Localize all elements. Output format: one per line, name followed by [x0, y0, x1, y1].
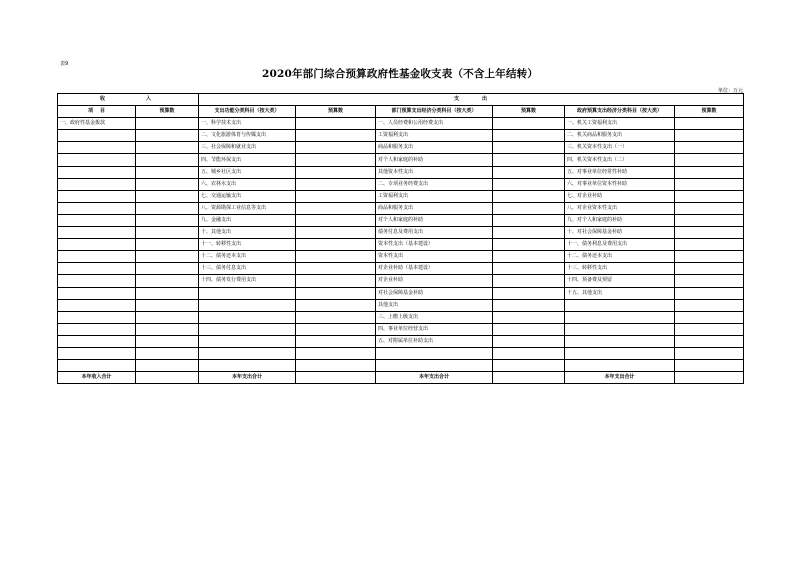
column-header: 项 目	[58, 106, 136, 118]
table-cell	[136, 214, 199, 226]
table-cell: 九、金融支出	[199, 214, 296, 226]
table-cell	[58, 239, 136, 251]
table-cell	[493, 190, 565, 202]
table-cell	[376, 347, 493, 359]
table-cell	[58, 347, 136, 359]
table-cell	[136, 166, 199, 178]
table-cell	[493, 118, 565, 130]
table-cell	[493, 263, 565, 275]
table-cell	[58, 287, 136, 299]
table-cell: 其他支出	[376, 299, 493, 311]
table-cell: 一、政府性基金拨款	[58, 118, 136, 130]
table-cell	[58, 275, 136, 287]
table-cell: 商品和服务支出	[376, 202, 493, 214]
table-cell	[376, 360, 493, 372]
unit-label: 单位：万元	[717, 88, 743, 94]
table-cell	[58, 202, 136, 214]
table-cell	[565, 347, 675, 359]
table-cell	[296, 251, 376, 263]
column-header: 部门预算支出经济分类科目（按大类）	[376, 106, 493, 118]
table-cell	[199, 323, 296, 335]
total-cell: 本年支出合计	[565, 372, 675, 384]
table-cell: 其他资本性支出	[376, 166, 493, 178]
total-cell: 本年支出合计	[376, 372, 493, 384]
header-row-columns	[58, 106, 744, 118]
table-cell	[296, 299, 376, 311]
table-cell: 工资福利支出	[376, 130, 493, 142]
column-header: 政府预算支出经济分类科目（按大类）	[565, 106, 675, 118]
table-cell	[296, 311, 376, 323]
table-cell	[296, 335, 376, 347]
table-cell: 十二、债务还本支出	[565, 251, 675, 263]
table-cell	[675, 154, 744, 166]
table-cell: 十三、转移性支出	[565, 263, 675, 275]
table-cell	[675, 130, 744, 142]
table-cell: 二、文化旅游体育与传媒支出	[199, 130, 296, 142]
table-cell: 五、对事业单位经常性补助	[565, 166, 675, 178]
total-cell	[493, 372, 565, 384]
table-cell: 十三、债务付息支出	[199, 263, 296, 275]
table-cell	[493, 299, 565, 311]
header-row-group	[58, 94, 744, 106]
total-row	[58, 372, 744, 384]
table-cell	[58, 130, 136, 142]
table-cell	[58, 190, 136, 202]
table-cell	[58, 178, 136, 190]
table-cell	[136, 251, 199, 263]
table-cell	[58, 154, 136, 166]
table-cell	[199, 360, 296, 372]
table-cell	[675, 263, 744, 275]
table-cell	[136, 311, 199, 323]
table-cell	[58, 323, 136, 335]
table-cell	[136, 287, 199, 299]
table-cell	[565, 311, 675, 323]
table-cell: 六、对事业单位资本性补助	[565, 178, 675, 190]
table-cell	[296, 239, 376, 251]
table-cell	[58, 214, 136, 226]
budget-table	[57, 93, 744, 384]
table-row	[58, 275, 744, 287]
table-cell	[675, 214, 744, 226]
table-cell: 十五、其他支出	[565, 287, 675, 299]
table-cell	[296, 227, 376, 239]
table-cell	[493, 251, 565, 263]
table-cell: 对个人和家庭的补助	[376, 154, 493, 166]
table-cell	[675, 311, 744, 323]
table-cell	[296, 130, 376, 142]
table-cell	[58, 311, 136, 323]
table-cell	[675, 299, 744, 311]
table-cell	[136, 178, 199, 190]
total-cell	[675, 372, 744, 384]
table-cell	[675, 275, 744, 287]
table-cell: 四、事业单位经营支出	[376, 323, 493, 335]
table-cell	[136, 275, 199, 287]
table-row	[58, 166, 744, 178]
table-cell	[296, 263, 376, 275]
total-cell: 本年收入合计	[58, 372, 136, 384]
table-row	[58, 287, 744, 299]
table-row	[58, 227, 744, 239]
table-cell	[565, 360, 675, 372]
total-cell	[136, 372, 199, 384]
table-row	[58, 299, 744, 311]
table-cell	[675, 335, 744, 347]
table-cell	[296, 323, 376, 335]
table-cell: 一、机关工资福利支出	[565, 118, 675, 130]
total-cell	[296, 372, 376, 384]
table-cell: 资本性支出	[376, 251, 493, 263]
table-cell	[493, 335, 565, 347]
table-cell	[675, 166, 744, 178]
table-cell	[675, 239, 744, 251]
table-cell	[493, 154, 565, 166]
table-cell: 对企业补助	[376, 275, 493, 287]
table-cell	[199, 287, 296, 299]
table-cell	[296, 154, 376, 166]
table-cell: 八、资源勘探工业信息等支出	[199, 202, 296, 214]
table-cell	[136, 263, 199, 275]
table-cell	[296, 166, 376, 178]
table-cell	[136, 323, 199, 335]
table-cell	[136, 154, 199, 166]
table-cell: 十二、债务还本支出	[199, 251, 296, 263]
table-row	[58, 178, 744, 190]
table-cell: 三、上缴上级支出	[376, 311, 493, 323]
table-cell	[136, 299, 199, 311]
table-cell: 十、其他支出	[199, 227, 296, 239]
table-row	[58, 360, 744, 372]
table-cell	[493, 130, 565, 142]
table-cell: 商品和服务支出	[376, 142, 493, 154]
column-header: 预算数	[136, 106, 199, 118]
table-cell: 五、对附属单位补助支出	[376, 335, 493, 347]
table-cell	[58, 142, 136, 154]
table-row	[58, 251, 744, 263]
table-cell	[493, 214, 565, 226]
table-row	[58, 142, 744, 154]
total-cell: 本年支出合计	[199, 372, 296, 384]
table-cell: 一、人员经费和公用经费支出	[376, 118, 493, 130]
table-row	[58, 347, 744, 359]
table-row	[58, 214, 744, 226]
table-cell	[675, 178, 744, 190]
table-cell	[58, 299, 136, 311]
table-cell	[136, 227, 199, 239]
table-cell	[136, 142, 199, 154]
table-row	[58, 335, 744, 347]
table-cell	[675, 118, 744, 130]
table-cell: 六、农林水支出	[199, 178, 296, 190]
table-cell: 四、机关资本性支出（二）	[565, 154, 675, 166]
table-cell	[675, 142, 744, 154]
table-cell: 对个人和家庭的补助	[376, 214, 493, 226]
table-cell	[199, 335, 296, 347]
table-cell: 对企业补助（基本建设）	[376, 263, 493, 275]
table-cell	[493, 275, 565, 287]
table-cell	[296, 178, 376, 190]
table-cell	[675, 202, 744, 214]
table-cell	[565, 323, 675, 335]
table-cell	[493, 347, 565, 359]
table-cell	[493, 323, 565, 335]
table-cell: 三、机关资本性支出（一）	[565, 142, 675, 154]
table-row	[58, 154, 744, 166]
column-header: 预算数	[493, 106, 565, 118]
table-cell	[136, 190, 199, 202]
table-row	[58, 202, 744, 214]
table-cell	[493, 178, 565, 190]
table-cell: 七、对企业补助	[565, 190, 675, 202]
income-group-header	[58, 94, 199, 106]
table-cell	[136, 335, 199, 347]
table-cell	[675, 227, 744, 239]
table-cell	[565, 299, 675, 311]
table-cell	[675, 360, 744, 372]
table-cell	[675, 251, 744, 263]
table-cell	[296, 214, 376, 226]
table-cell	[136, 360, 199, 372]
table-cell: 八、对企业资本性支出	[565, 202, 675, 214]
table-cell	[493, 202, 565, 214]
table-cell: 一、科学技术支出	[199, 118, 296, 130]
table-row	[58, 118, 744, 130]
table-cell: 二、专项业务经费支出	[376, 178, 493, 190]
table-cell	[493, 360, 565, 372]
table-cell	[58, 251, 136, 263]
table-cell: 十一、转移性支出	[199, 239, 296, 251]
table-cell	[493, 311, 565, 323]
table-cell: 二、机关商品和服务支出	[565, 130, 675, 142]
table-cell: 十、对社会保障基金补助	[565, 227, 675, 239]
table-cell	[296, 275, 376, 287]
table-cell: 工资福利支出	[376, 190, 493, 202]
table-cell	[296, 118, 376, 130]
table-cell	[136, 130, 199, 142]
table-row	[58, 239, 744, 251]
table-row	[58, 190, 744, 202]
table-cell	[493, 227, 565, 239]
page-title: 2020年部门综合预算政府性基金收支表（不含上年结转）	[261, 68, 539, 80]
table-cell	[296, 347, 376, 359]
table-row	[58, 311, 744, 323]
table-cell	[675, 347, 744, 359]
table-cell	[675, 190, 744, 202]
table-cell	[675, 287, 744, 299]
table-cell: 资本性支出（基本建设）	[376, 239, 493, 251]
income-header-left: 收	[99, 96, 106, 103]
income-header-right: 入	[145, 96, 152, 103]
table-cell: 四、节能环保支出	[199, 154, 296, 166]
table-cell: 十四、预备费及预留	[565, 275, 675, 287]
table-cell	[675, 323, 744, 335]
table-cell: 五、城乡社区支出	[199, 166, 296, 178]
table-cell	[296, 360, 376, 372]
table-cell	[136, 347, 199, 359]
table-cell	[58, 335, 136, 347]
expense-group-header: 支 出	[199, 94, 744, 106]
table-cell	[296, 190, 376, 202]
table-cell: 九、对个人和家庭的补助	[565, 214, 675, 226]
column-header: 预算数	[675, 106, 744, 118]
table-number-label: 表9	[60, 61, 69, 67]
table-cell	[493, 142, 565, 154]
table-cell	[565, 335, 675, 347]
table-cell: 十四、债务发行费用支出	[199, 275, 296, 287]
table-cell	[58, 263, 136, 275]
table-cell	[58, 166, 136, 178]
table-row	[58, 323, 744, 335]
table-cell	[136, 239, 199, 251]
table-cell	[296, 202, 376, 214]
table-cell	[136, 202, 199, 214]
table-cell	[136, 118, 199, 130]
column-header: 支出功能分类科目（按大类）	[199, 106, 296, 118]
table-cell	[296, 142, 376, 154]
table-cell	[58, 227, 136, 239]
table-cell: 十一、债务利息及费用支出	[565, 239, 675, 251]
table-cell	[493, 287, 565, 299]
table-cell	[199, 347, 296, 359]
table-cell	[296, 287, 376, 299]
table-cell	[493, 239, 565, 251]
table-row	[58, 263, 744, 275]
table-cell	[493, 166, 565, 178]
column-header: 预算数	[296, 106, 376, 118]
table-row	[58, 130, 744, 142]
table-cell: 债务付息及费用支出	[376, 227, 493, 239]
table-cell: 三、社会保障和就业支出	[199, 142, 296, 154]
table-cell	[199, 311, 296, 323]
table-cell: 七、交通运输支出	[199, 190, 296, 202]
table-cell: 对社会保障基金补助	[376, 287, 493, 299]
table-cell	[199, 299, 296, 311]
table-cell	[58, 360, 136, 372]
